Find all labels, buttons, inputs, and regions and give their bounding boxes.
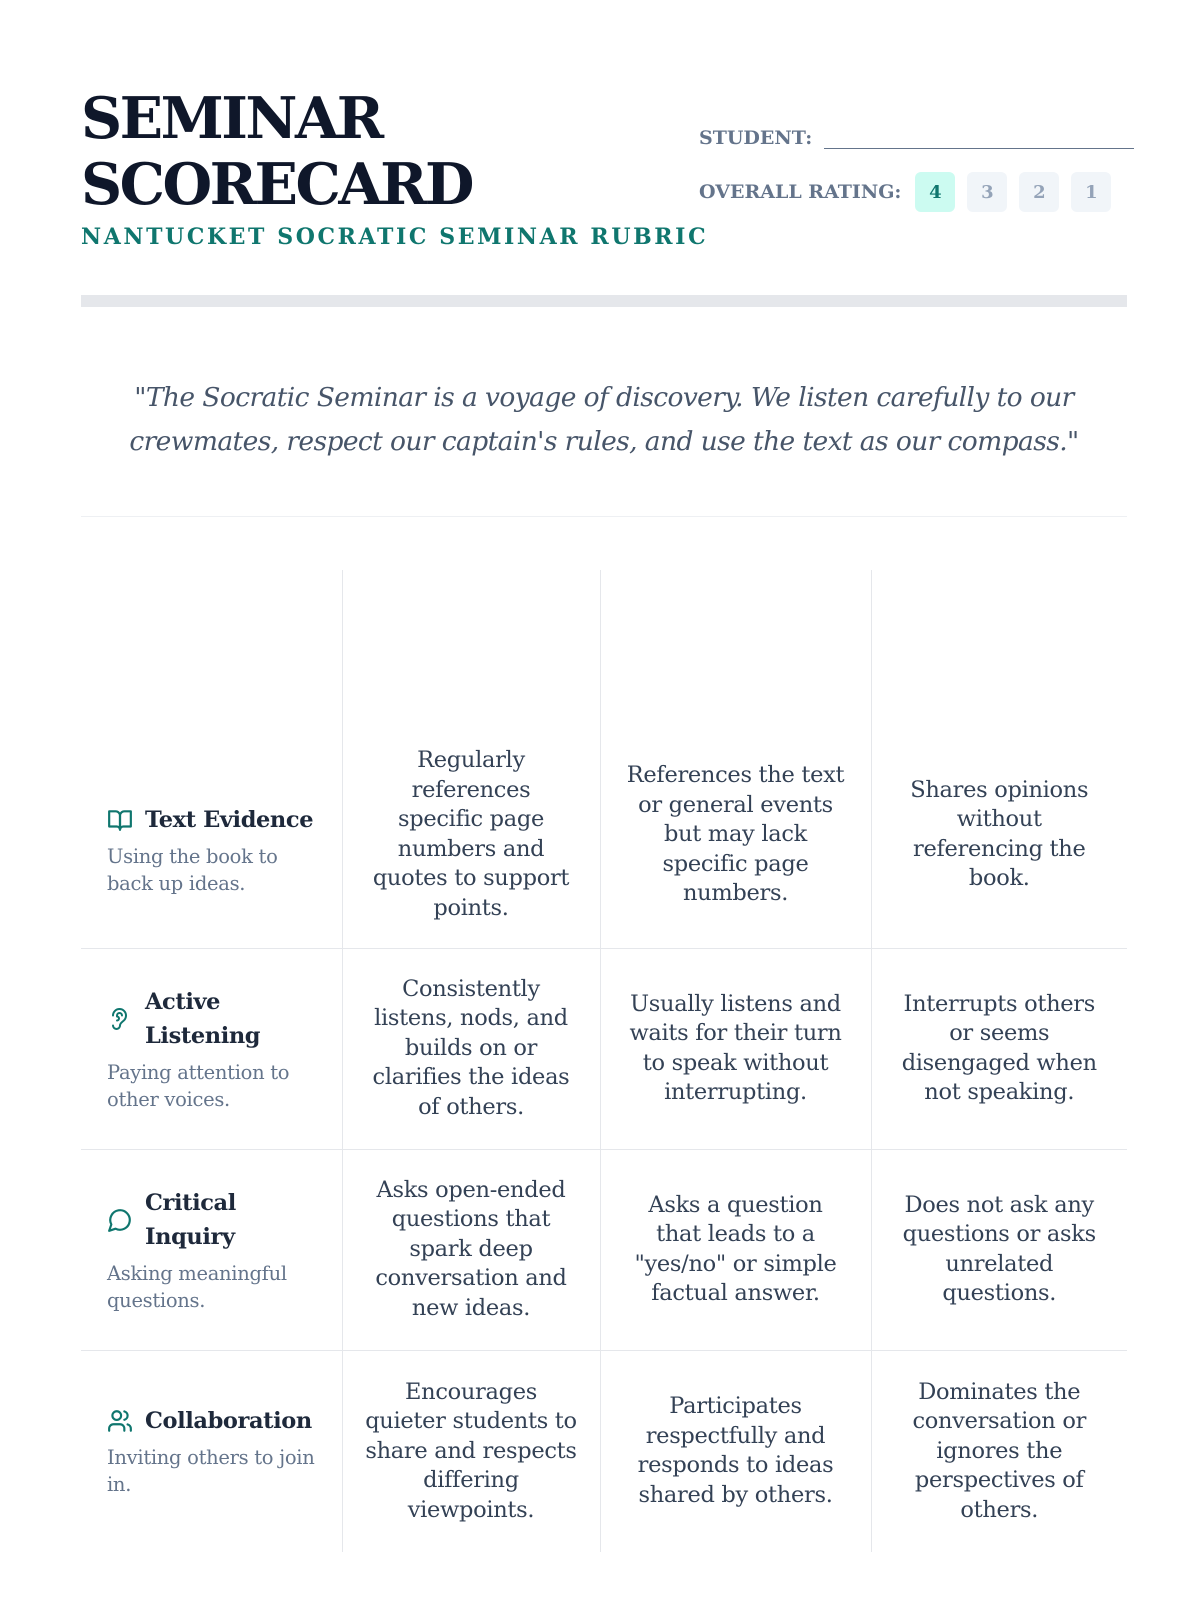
level-2-cell xyxy=(871,948,1127,1149)
level-3-cell xyxy=(600,948,871,1149)
overall-rating-label: OVERALL RATING: xyxy=(699,181,902,203)
level-4-cell xyxy=(342,1149,600,1350)
student-name-line[interactable] xyxy=(824,126,1134,149)
level-3-text: References the text or general events but may lack specific page numbers. xyxy=(626,762,845,906)
level-4-cell xyxy=(342,1350,600,1552)
rubric-row-critical-inquiry xyxy=(81,1149,1127,1350)
level-3-text: Asks a question that leads to a "yes/no" or simple factual answer. xyxy=(634,1191,837,1306)
quote-divider xyxy=(81,516,1127,517)
level-3-cell xyxy=(600,570,871,948)
level-2-text: Does not ask any questions or asks unrelated questions. xyxy=(902,1191,1096,1306)
page-title xyxy=(81,86,641,218)
criterion-cell xyxy=(81,1149,342,1350)
criterion-name: Active Listening xyxy=(145,988,261,1049)
level-3-text: Participates respectfully and responds to ideas shared by others. xyxy=(637,1393,834,1508)
overall-rating-row xyxy=(699,172,1123,212)
criterion-cell xyxy=(81,1350,342,1552)
level-2-text: Interrupts others or seems disengaged when not speaking. xyxy=(901,990,1097,1105)
book-open-icon xyxy=(107,807,135,833)
student-field-row xyxy=(699,126,1134,149)
title-line-1: SEMINAR xyxy=(81,85,382,152)
criterion-cell xyxy=(81,948,342,1149)
level-3-cell xyxy=(600,1350,871,1552)
level-4-text: Consistently listens, nods, and builds on or clarifies the ideas of others. xyxy=(372,975,570,1120)
level-3-cell xyxy=(600,1149,871,1350)
criterion-description: Paying attention to other voices. xyxy=(107,1060,290,1111)
level-2-cell xyxy=(871,570,1127,948)
title-line-2: SCORECARD xyxy=(81,151,472,218)
rubric-row-collaboration xyxy=(81,1350,1127,1552)
criterion-description: Using the book to back up ideas. xyxy=(107,844,278,895)
criterion-name: Collaboration xyxy=(145,1408,312,1435)
level-4-text: Encourages quieter students to share and respects differing viewpoints. xyxy=(365,1378,577,1523)
rating-option-2[interactable]: 2 xyxy=(1019,172,1059,212)
header-divider xyxy=(81,295,1127,307)
criterion-name: Text Evidence xyxy=(145,806,314,833)
level-2-cell xyxy=(871,1350,1127,1552)
message-circle-icon xyxy=(107,1207,135,1233)
criterion-cell xyxy=(81,570,342,948)
users-icon xyxy=(107,1408,135,1434)
level-4-cell xyxy=(342,570,600,948)
rubric-row-text-evidence xyxy=(81,570,1127,948)
rubric-row-active-listening xyxy=(81,948,1127,1149)
level-2-text: Dominates the conversation or ignores the perspectives of others. xyxy=(912,1378,1087,1523)
level-2-text: Shares opinions without referencing the book. xyxy=(910,776,1089,892)
student-label: STUDENT: xyxy=(699,126,813,149)
rubric-table xyxy=(81,570,1127,1552)
level-4-cell xyxy=(342,948,600,1149)
criterion-description: Inviting others to join in. xyxy=(107,1446,315,1497)
page-subtitle: NANTUCKET SOCRATIC SEMINAR RUBRIC xyxy=(81,224,709,250)
criterion-name: Critical Inquiry xyxy=(145,1189,236,1250)
criterion-description: Asking meaningful questions. xyxy=(107,1261,287,1312)
rating-option-1[interactable]: 1 xyxy=(1071,172,1111,212)
mission-quote: "The Socratic Seminar is a voyage of discovery. We listen carefully to our crewmates, respect our captain's rules, and use the text as our compass." xyxy=(129,382,1079,457)
rating-option-4[interactable]: 4 xyxy=(915,172,955,212)
level-3-text: Usually listens and waits for their turn to speak without interrupting. xyxy=(629,990,842,1105)
rating-option-3[interactable]: 3 xyxy=(967,172,1007,212)
scorecard-page xyxy=(81,0,1127,1600)
level-2-cell xyxy=(871,1149,1127,1350)
level-4-text: Asks open-ended questions that spark deep conversation and new ideas. xyxy=(375,1176,567,1321)
ear-icon xyxy=(107,1006,135,1032)
level-4-text: Regularly references specific page numbers and quotes to support points. xyxy=(372,747,570,921)
